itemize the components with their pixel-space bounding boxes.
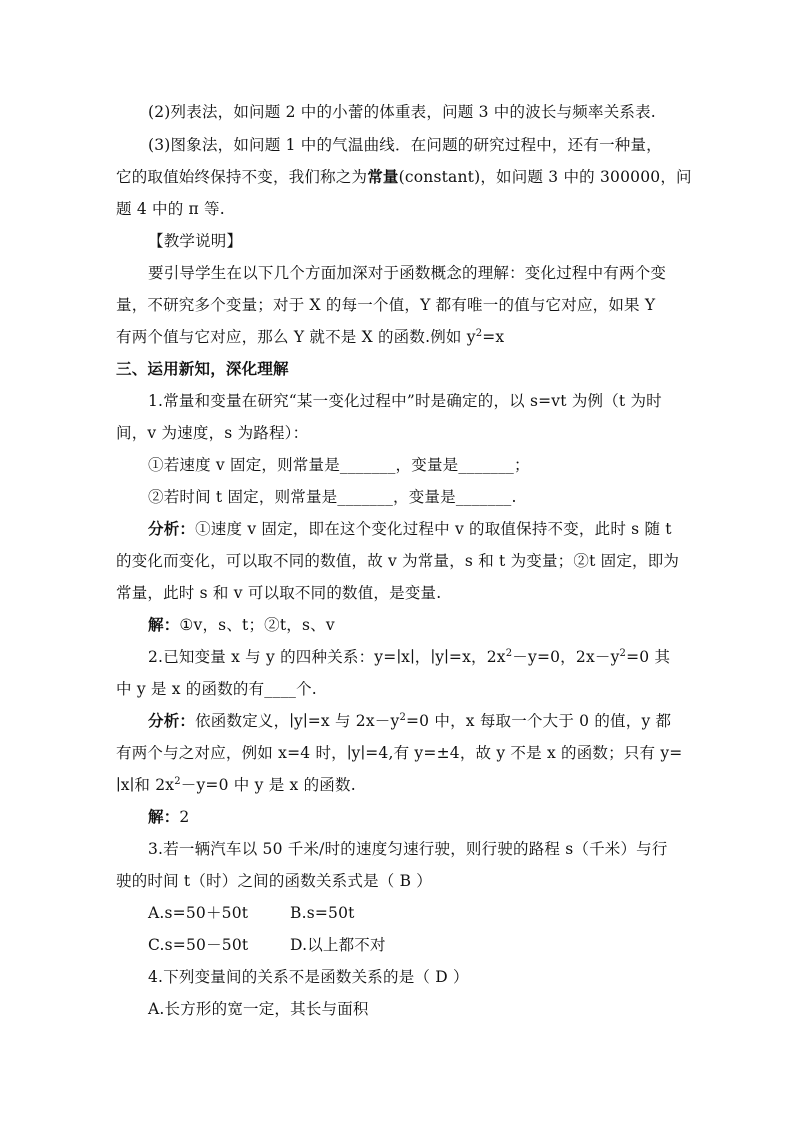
text-segment: 常量，此时 s 和 v 可以取不同的数值，是变量. [116,584,442,602]
text-segment: =0 中，x 每取一个大于 0 的值，y 都 [406,712,672,730]
text-line [116,326,504,348]
text-line [148,646,670,668]
choice-d [290,934,386,956]
text-segment: 它的取值始终保持不变，我们称之为 [116,168,368,186]
text-line [116,742,683,764]
text-segment: 【教学说明】 [148,232,243,250]
text-line [148,966,469,988]
text-segment: D.以上都不对 [290,936,386,954]
section-heading [116,358,289,380]
text-line [116,582,441,604]
answer-label: 解： [148,807,180,826]
text-line [148,710,671,732]
text-segment: 有两个值与它对应，那么 Y 就不是 X 的函数.例如 y [116,328,476,346]
superscript: 2 [475,328,483,339]
text-segment: A.长方形的宽一定，其长与面积 [148,1000,369,1018]
text-segment: 题 4 中的 π 等. [116,200,225,218]
text-line [116,550,679,572]
answer-label: 解： [148,615,180,634]
text-segment: ①v，s、t；②t，s、v [179,616,335,634]
text-segment: 间，v 为速度，s 为路程）： [116,424,309,442]
text-segment: －y=0 中 y 是 x 的函数. [180,776,356,794]
section-label [148,230,242,252]
text-line [148,262,666,284]
text-line [116,198,225,220]
text-line [148,486,517,508]
text-segment: (2)列表法，如问题 2 中的小蕾的体重表，问题 3 中的波长与频率关系表. [148,103,656,121]
superscript: 2 [174,776,181,787]
text-segment: 依函数定义，∣y∣=x 与 2x－y [195,712,400,730]
choice-c [148,934,248,956]
text-line [116,294,655,316]
text-segment: －y=0，2x－y [512,648,620,666]
text-segment: C.s=50－50t [148,936,249,954]
text-segment: 中 y 是 x 的函数的有____个. [116,680,317,698]
choice-a [148,998,369,1020]
text-segment: A.s=50＋50t [148,904,249,922]
analysis-label: 分析： [148,711,196,730]
choice-b [290,902,355,924]
text-segment: 2 [179,808,190,826]
text-line [148,806,189,828]
text-segment: 4.下列变量间的关系不是函数关系的是（ D ） [148,968,469,986]
text-line [148,614,335,636]
text-segment: 驶的时间 t（时）之间的函数关系式是（ B ） [116,872,433,890]
text-line [148,454,530,476]
superscript: 2 [399,712,406,723]
text-segment: (constant)，如问题 3 中的 300000，问 [398,168,692,186]
text-segment: 量，不研究多个变量；对于 X 的每一个值，Y 都有唯一的值与它对应，如果 Y [116,296,656,314]
text-segment: 三、运用新知，深化理解 [116,359,289,378]
text-segment: =0 其 [626,648,671,666]
text-line [116,422,308,444]
superscript: 2 [619,648,627,659]
text-line [148,518,672,540]
text-segment: 有两个与之对应，例如 x=4 时，∣y∣=4,有 y=±4，故 y 不是 x 的函数；只有 y= [116,744,683,762]
superscript: 2 [505,648,513,659]
text-segment: 要引导学生在以下几个方面加深对于函数概念的理解：变化过程中有两个变 [148,264,667,282]
text-segment: (3)图象法，如问题 1 中的气温曲线．在问题的研究过程中，还有一种量， [148,136,662,154]
text-line [148,390,662,412]
text-segment: ①若速度 v 固定，则常量是_______，变量是_______； [148,456,530,474]
text-line [148,101,656,123]
text-segment: =x [482,328,505,346]
text-line [116,774,356,796]
text-line [116,870,432,892]
text-segment: ∣x∣和 2x [116,776,175,794]
text-segment: ①速度 v 固定，即在这个变化过程中 v 的取值保持不变，此时 s 随 t [195,520,672,538]
text-segment: 的变化而变化，可以取不同的数值，故 v 为常量，s 和 t 为变量；②t 固定，即为 [116,552,680,570]
text-line [148,134,662,156]
text-line [148,838,668,860]
text-segment: 3.若一辆汽车以 50 千米/时的速度匀速行驶，则行驶的路程 s（千米）与行 [148,840,668,858]
analysis-label: 分析： [148,519,196,538]
choice-a [148,902,248,924]
text-segment: ②若时间 t 固定，则常量是_______，变量是_______. [148,488,517,506]
text-segment: 2.已知变量 x 与 y 的四种关系：y=∣x∣，∣y∣=x，2x [148,648,506,666]
text-segment: B.s=50t [290,904,355,922]
key-term: 常量 [367,167,399,186]
text-line [116,166,692,188]
text-segment: 1.常量和变量在研究“某一变化过程中”时是确定的，以 s=vt 为例（t 为时 [148,392,662,410]
text-line [116,678,317,700]
